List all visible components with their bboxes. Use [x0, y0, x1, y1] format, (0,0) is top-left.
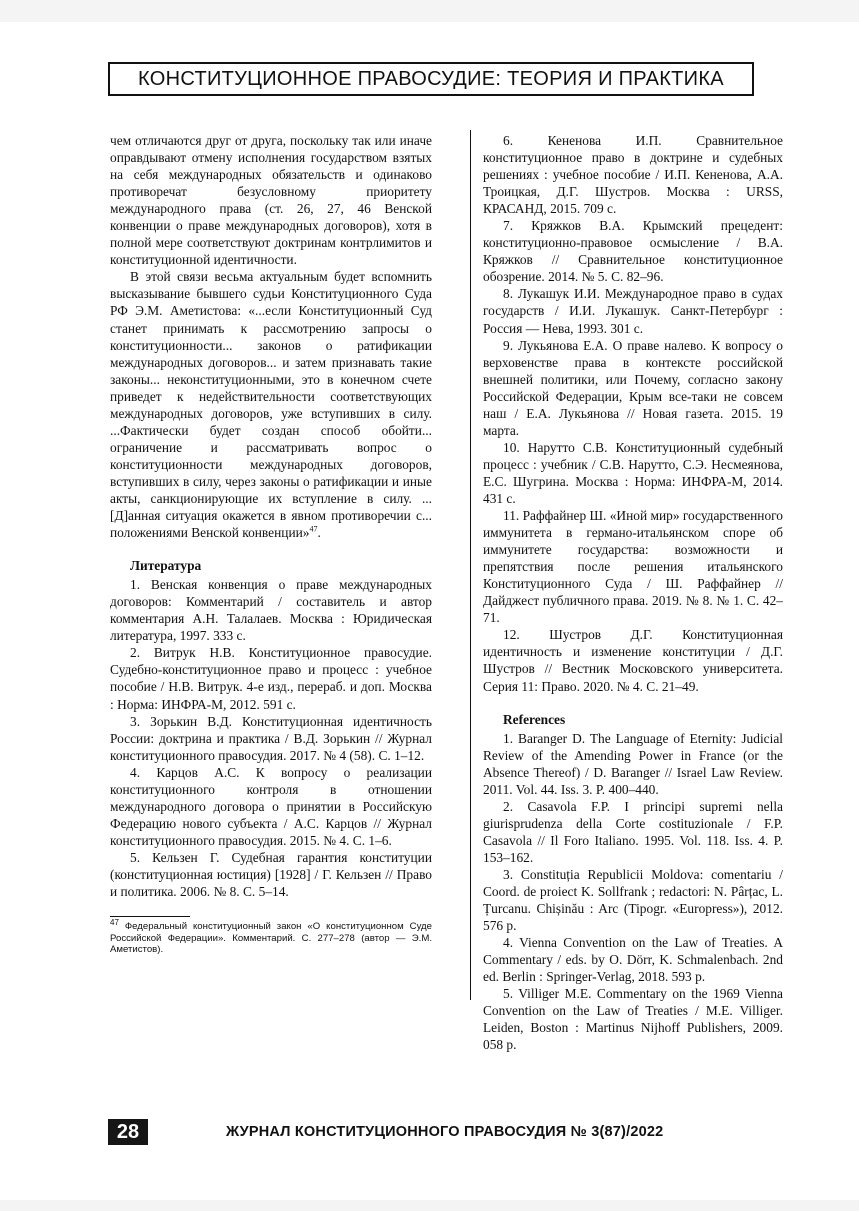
footnote-text: Федеральный конституционный закон «О конституционном Суде Российской Федерации». Комментарий. С. 277–278 (автор — Э.М. Аметистов). — [110, 921, 432, 956]
right-column — [483, 132, 783, 1053]
column-divider — [470, 130, 471, 1000]
reference-item: 7. Кряжков В.А. Крымский прецедент: конституционно-правовое осмысление / В.А. Кряжков // Сравнительное конституционное обозрение. 2014. № 5. С. 82–96. — [483, 218, 783, 285]
footnote-number: 47 — [110, 917, 119, 927]
references-heading: References — [503, 711, 566, 727]
body-paragraph-quote: В этой связи весьма актуальным будет вспомнить высказывание бывшего судьи Конституционного Суда РФ Э.М. Аметистова: «...если Конституционный Суд станет принимать к рассмотрению запросы о конституционности... законов о ратификации международных договоров... и затем признавать такие законы... неконституционными, это в конечном счете приведет к недействительности соответствующих международных договоров, уже вступивших в силу. ...Фактически будет создан способ обойти... ограничение и рассматривать вопрос о конституционности международных договоров, вступивших в силу, через законы о ратификации и иные акты, санкционирующие их вступление в силу. ...[Д]анная ситуация окажется в явном противоречии с... положениями Венской конвенции»$^{47}$. — [110, 269, 432, 541]
page-number: 28 — [108, 1119, 148, 1145]
page-band-bottom — [0, 1200, 859, 1211]
journal-title: ЖУРНАЛ КОНСТИТУЦИОННОГО ПРАВОСУДИЯ № 3(87)/2022 — [226, 1124, 664, 1140]
page-band-top — [0, 0, 859, 22]
left-column — [110, 132, 432, 956]
reference-item: 8. Лукашук И.И. Международное право в судах государств / И.И. Лукашук. Санкт-Петербург : Россия — Нева, 1993. 301 с. — [483, 286, 783, 336]
reference-item: 9. Лукьянова Е.А. О праве налево. К вопросу о верховенстве права в контексте российской внешней политики, или Почему, согласно закону Российской Федерации, Крым все-таки не совсем наш / Е.А. Лукьянова // Новая газета. 2015. 19 марта. — [483, 337, 783, 438]
reference-item-en: 3. Constituția Republicii Moldova: comentariu / Coord. de proiect K. Sollfrank ; redactori: N. Pârțac, L. Țurcanu. Chișinău : Arc (Tipogr. «Europress»), 2012. 576 p. — [483, 866, 783, 934]
reference-item: 4. Карцов А.С. К вопросу о реализации конституционного контроля в отношении международного договора о принятии в Российскую Федерацию нового субъекта / А.С. Карцов // Журнал конституционного правосудия. 2015. № 4. С. 1–6. — [110, 764, 432, 848]
reference-item: 1. Венская конвенция о праве международных договоров: Комментарий / составитель и автор комментария А.Н. Талалаев. Москва : Юридическая литература, 1997. 333 с. — [110, 577, 432, 644]
running-header: КОНСТИТУЦИОННОЕ ПРАВОСУДИЕ: ТЕОРИЯ И ПРАКТИКА — [108, 62, 754, 96]
reference-item: 11. Раффайнер Ш. «Иной мир» государственного иммунитета в германо-итальянском споре об иммунитете государства: возможности и препятствия после решения итальянского Конституционного Суда / Ш. Раффайнер // Дайджест публичного права. 2019. № 8. № 1. С. 42–71. — [483, 508, 783, 626]
page-footer — [108, 1119, 754, 1145]
reference-item-en: 1. Baranger D. The Language of Eternity: Judicial Review of the Amending Power in France (or the Absence Thereof) / D. Baranger // Israel Law Review. 2011. Vol. 44. Iss. 3. P. 400–440. — [483, 730, 783, 797]
reference-item: 3. Зорькин В.Д. Конституционная идентичность России: доктрина и практика / В.Д. Зорькин // Журнал конституционного правосудия. 2017. № 4 (58). С. 1–12. — [110, 713, 432, 763]
reference-item: 10. Нарутто С.В. Конституционный судебный процесс : учебник / С.В. Нарутто, С.Э. Несмеянова, Е.С. Шугрина. Москва : Норма: ИНФРА-М, 2014. 431 с. — [483, 439, 783, 506]
footnote-rule — [110, 916, 190, 917]
reference-item-en: 5. Villiger M.E. Commentary on the 1969 Vienna Convention on the Law of Treaties / M.E. Villiger. Leiden, Boston : Martinus Nijhoff Publishers, 2009. 058 p. — [483, 986, 783, 1053]
footnote — [110, 917, 432, 956]
footnote-ref: 47 — [309, 524, 318, 534]
body-paragraph: чем отличаются друг от друга, поскольку так или иначе оправдывают отмену исполнения государством взятых на себя международных обязательств и одинаково противоречат безусловному приоритету международного права (ст. 26, 27, 46 Венской конвенции о праве международных договоров), хотя в полной мере соответствуют доктринам контрлимитов и конституционной идентичности. — [110, 133, 432, 268]
reference-item: 12. Шустров Д.Г. Конституционная идентичность и изменение конституции / Д.Г. Шустров // Вестник Московского университета. Серия 11: Право. 2020. № 4. С. 21–49. — [483, 627, 783, 694]
reference-item: 2. Витрук Н.В. Конституционное правосудие. Судебно-конституционное право и процесс : учебное пособие / Н.В. Витрук. 4-е изд., перераб. и доп. Москва : Норма: ИНФРА-М, 2012. 591 с. — [110, 645, 432, 712]
reference-item: 5. Кельзен Г. Судебная гарантия конституции (конституционная юстиция) [1928] / Г. Кельзен // Право и политика. 2006. № 8. С. 5–14. — [110, 849, 432, 900]
reference-item-en: 2. Casavola F.P. I principi supremi nella giurisprudenza della Corte costituzionale / F.P. Casavola // Il Foro Italiano. 1995. Vol. 118. Iss. 4. P. 153–162. — [483, 798, 783, 865]
reference-item: 6. Кененова И.П. Сравнительное конституционное право в доктрине и судебных решениях : учебное пособие / И.П. Кененова, А.А. Троицкая, Д.Г. Шустров. Москва : URSS, КРАСАНД, 2015. 709 с. — [483, 133, 783, 217]
literature-heading: Литература — [130, 558, 202, 574]
reference-item-en: 4. Vienna Convention on the Law of Treaties. A Commentary / eds. by O. Dörr, K. Schmalenbach. 2nd ed. Berlin : Springer-Verlag, 2018. 593 p. — [483, 935, 783, 985]
quote-text: В этой связи весьма актуальным будет вспомнить высказывание бывшего судьи Конституционного Суда РФ Э.М. Аметистова: «...если Конституционный Суд станет принимать к рассмотрению запросы о конституционности... законов о ратификации международных договоров... и затем признавать такие законы... неконституционными, это в конечном счете приведет к недействительности соответствующих международных договоров, уже вступивших в силу. ...Фактически будет создан способ обойти... ограничение и рассматривать вопрос о конституционности международных договоров, вступивших в силу, через законы о ратификации и иные акты, санкционирующие их вступление в силу. ...[Д]анная ситуация окажется в явном противоречии с... положениями Венской конвенции» — [110, 269, 432, 541]
